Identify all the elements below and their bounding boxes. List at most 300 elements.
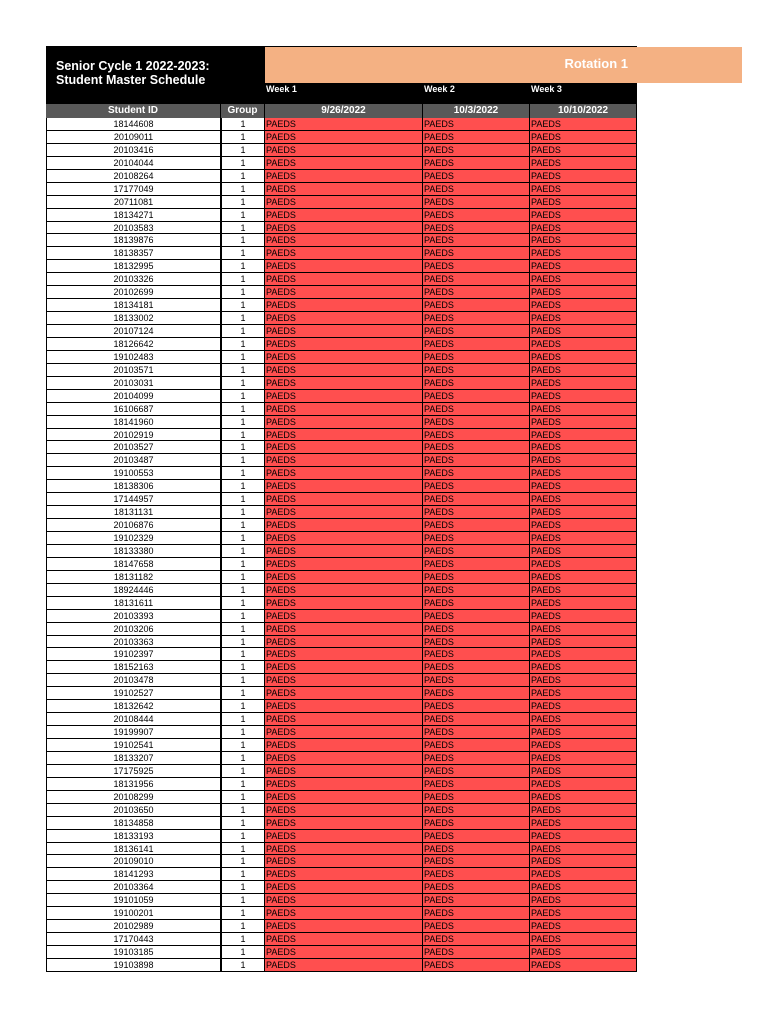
group-cell[interactable]: 1: [221, 286, 265, 299]
week-2-assignment-cell[interactable]: PAEDS: [423, 868, 530, 881]
student-id-cell[interactable]: 20103583: [46, 222, 221, 235]
week-2-assignment-cell[interactable]: PAEDS: [423, 959, 530, 972]
week-3-assignment-cell[interactable]: PAEDS: [530, 467, 637, 480]
week-1-assignment-cell[interactable]: PAEDS: [265, 467, 423, 480]
week-3-assignment-cell[interactable]: PAEDS: [530, 222, 637, 235]
week-1-assignment-cell[interactable]: PAEDS: [265, 286, 423, 299]
week-3-assignment-cell[interactable]: PAEDS: [530, 726, 637, 739]
week-1-assignment-cell[interactable]: PAEDS: [265, 183, 423, 196]
group-cell[interactable]: 1: [221, 480, 265, 493]
student-id-cell[interactable]: 20109011: [46, 131, 221, 144]
week-2-assignment-cell[interactable]: PAEDS: [423, 713, 530, 726]
student-id-cell[interactable]: 20104099: [46, 390, 221, 403]
student-id-cell[interactable]: 20103416: [46, 144, 221, 157]
week-1-assignment-cell[interactable]: PAEDS: [265, 843, 423, 856]
week-3-assignment-cell[interactable]: PAEDS: [530, 429, 637, 442]
student-id-cell[interactable]: 18147658: [46, 558, 221, 571]
week-3-assignment-cell[interactable]: PAEDS: [530, 855, 637, 868]
student-id-cell[interactable]: 19101059: [46, 894, 221, 907]
week-3-assignment-cell[interactable]: PAEDS: [530, 700, 637, 713]
group-cell[interactable]: 1: [221, 403, 265, 416]
group-cell[interactable]: 1: [221, 804, 265, 817]
week-1-assignment-cell[interactable]: PAEDS: [265, 881, 423, 894]
week-1-assignment-cell[interactable]: PAEDS: [265, 519, 423, 532]
student-id-cell[interactable]: 20108444: [46, 713, 221, 726]
week-1-assignment-cell[interactable]: PAEDS: [265, 480, 423, 493]
week-3-assignment-cell[interactable]: PAEDS: [530, 377, 637, 390]
week-2-assignment-cell[interactable]: PAEDS: [423, 830, 530, 843]
group-cell[interactable]: 1: [221, 441, 265, 454]
group-cell[interactable]: 1: [221, 700, 265, 713]
week-2-assignment-cell[interactable]: PAEDS: [423, 881, 530, 894]
week-2-assignment-cell[interactable]: PAEDS: [423, 610, 530, 623]
student-id-cell[interactable]: 18133002: [46, 312, 221, 325]
group-cell[interactable]: 1: [221, 817, 265, 830]
student-id-cell[interactable]: 17170443: [46, 933, 221, 946]
week-2-assignment-cell[interactable]: PAEDS: [423, 390, 530, 403]
student-id-cell[interactable]: 18138357: [46, 247, 221, 260]
week-1-assignment-cell[interactable]: PAEDS: [265, 234, 423, 247]
group-cell[interactable]: 1: [221, 739, 265, 752]
week-2-assignment-cell[interactable]: PAEDS: [423, 623, 530, 636]
student-id-cell[interactable]: 20108299: [46, 791, 221, 804]
group-cell[interactable]: 1: [221, 661, 265, 674]
student-id-cell[interactable]: 20103527: [46, 441, 221, 454]
week-3-assignment-cell[interactable]: PAEDS: [530, 480, 637, 493]
week-3-assignment-cell[interactable]: PAEDS: [530, 170, 637, 183]
week-1-assignment-cell[interactable]: PAEDS: [265, 558, 423, 571]
week-1-assignment-cell[interactable]: PAEDS: [265, 118, 423, 131]
week-3-assignment-cell[interactable]: PAEDS: [530, 144, 637, 157]
group-cell[interactable]: 1: [221, 260, 265, 273]
group-cell[interactable]: 1: [221, 830, 265, 843]
week-2-assignment-cell[interactable]: PAEDS: [423, 855, 530, 868]
week-2-assignment-cell[interactable]: PAEDS: [423, 441, 530, 454]
student-id-cell[interactable]: 18134271: [46, 209, 221, 222]
week-2-assignment-cell[interactable]: PAEDS: [423, 817, 530, 830]
week-2-assignment-cell[interactable]: PAEDS: [423, 416, 530, 429]
week-3-assignment-cell[interactable]: PAEDS: [530, 273, 637, 286]
group-cell[interactable]: 1: [221, 312, 265, 325]
group-cell[interactable]: 1: [221, 558, 265, 571]
week-3-assignment-cell[interactable]: PAEDS: [530, 830, 637, 843]
group-cell[interactable]: 1: [221, 571, 265, 584]
week-1-assignment-cell[interactable]: PAEDS: [265, 454, 423, 467]
week-3-assignment-cell[interactable]: PAEDS: [530, 312, 637, 325]
week-2-assignment-cell[interactable]: PAEDS: [423, 234, 530, 247]
group-cell[interactable]: 1: [221, 338, 265, 351]
week-1-assignment-cell[interactable]: PAEDS: [265, 661, 423, 674]
group-cell[interactable]: 1: [221, 493, 265, 506]
group-cell[interactable]: 1: [221, 791, 265, 804]
week-1-assignment-cell[interactable]: PAEDS: [265, 209, 423, 222]
group-cell[interactable]: 1: [221, 532, 265, 545]
group-cell[interactable]: 1: [221, 118, 265, 131]
date-header-week-2[interactable]: 10/3/2022: [423, 104, 530, 118]
group-cell[interactable]: 1: [221, 247, 265, 260]
week-2-assignment-cell[interactable]: PAEDS: [423, 325, 530, 338]
student-id-cell[interactable]: 20711081: [46, 196, 221, 209]
week-2-assignment-cell[interactable]: PAEDS: [423, 260, 530, 273]
student-id-cell[interactable]: 18133380: [46, 545, 221, 558]
student-id-cell[interactable]: 18131131: [46, 506, 221, 519]
week-3-assignment-cell[interactable]: PAEDS: [530, 907, 637, 920]
student-id-cell[interactable]: 17177049: [46, 183, 221, 196]
student-id-cell[interactable]: 20107124: [46, 325, 221, 338]
week-1-assignment-cell[interactable]: PAEDS: [265, 946, 423, 959]
group-cell[interactable]: 1: [221, 674, 265, 687]
student-id-cell[interactable]: 18131182: [46, 571, 221, 584]
group-cell[interactable]: 1: [221, 222, 265, 235]
group-cell[interactable]: 1: [221, 713, 265, 726]
group-cell[interactable]: 1: [221, 920, 265, 933]
group-cell[interactable]: 1: [221, 157, 265, 170]
week-3-assignment-cell[interactable]: PAEDS: [530, 804, 637, 817]
week-1-assignment-cell[interactable]: PAEDS: [265, 571, 423, 584]
week-1-assignment-cell[interactable]: PAEDS: [265, 791, 423, 804]
week-3-assignment-cell[interactable]: PAEDS: [530, 299, 637, 312]
week-2-assignment-cell[interactable]: PAEDS: [423, 286, 530, 299]
group-cell[interactable]: 1: [221, 429, 265, 442]
week-3-assignment-cell[interactable]: PAEDS: [530, 752, 637, 765]
student-id-cell[interactable]: 20103326: [46, 273, 221, 286]
week-2-assignment-cell[interactable]: PAEDS: [423, 907, 530, 920]
week-2-assignment-cell[interactable]: PAEDS: [423, 222, 530, 235]
week-1-assignment-cell[interactable]: PAEDS: [265, 429, 423, 442]
week-2-assignment-cell[interactable]: PAEDS: [423, 700, 530, 713]
week-2-assignment-cell[interactable]: PAEDS: [423, 183, 530, 196]
group-cell[interactable]: 1: [221, 454, 265, 467]
student-id-cell[interactable]: 20103478: [46, 674, 221, 687]
week-2-assignment-cell[interactable]: PAEDS: [423, 584, 530, 597]
week-2-assignment-cell[interactable]: PAEDS: [423, 804, 530, 817]
week-3-assignment-cell[interactable]: PAEDS: [530, 881, 637, 894]
week-3-assignment-cell[interactable]: PAEDS: [530, 778, 637, 791]
group-cell[interactable]: 1: [221, 778, 265, 791]
week-3-assignment-cell[interactable]: PAEDS: [530, 817, 637, 830]
student-id-cell[interactable]: 19103185: [46, 946, 221, 959]
week-1-assignment-cell[interactable]: PAEDS: [265, 545, 423, 558]
week-2-assignment-cell[interactable]: PAEDS: [423, 364, 530, 377]
week-3-assignment-cell[interactable]: PAEDS: [530, 933, 637, 946]
student-id-cell[interactable]: 20104044: [46, 157, 221, 170]
student-id-cell[interactable]: 19102397: [46, 648, 221, 661]
student-id-cell[interactable]: 18133207: [46, 752, 221, 765]
week-3-assignment-cell[interactable]: PAEDS: [530, 765, 637, 778]
group-cell[interactable]: 1: [221, 726, 265, 739]
week-1-assignment-cell[interactable]: PAEDS: [265, 920, 423, 933]
week-2-assignment-cell[interactable]: PAEDS: [423, 946, 530, 959]
week-3-assignment-cell[interactable]: PAEDS: [530, 571, 637, 584]
week-1-assignment-cell[interactable]: PAEDS: [265, 351, 423, 364]
student-id-cell[interactable]: 18126642: [46, 338, 221, 351]
week-2-assignment-cell[interactable]: PAEDS: [423, 571, 530, 584]
student-id-cell[interactable]: 18132995: [46, 260, 221, 273]
group-cell[interactable]: 1: [221, 752, 265, 765]
week-2-assignment-cell[interactable]: PAEDS: [423, 196, 530, 209]
group-cell[interactable]: 1: [221, 933, 265, 946]
week-3-assignment-cell[interactable]: PAEDS: [530, 713, 637, 726]
student-id-cell[interactable]: 18138306: [46, 480, 221, 493]
student-id-cell[interactable]: 20103571: [46, 364, 221, 377]
week-2-assignment-cell[interactable]: PAEDS: [423, 377, 530, 390]
week-3-assignment-cell[interactable]: PAEDS: [530, 196, 637, 209]
week-2-assignment-cell[interactable]: PAEDS: [423, 170, 530, 183]
week-2-assignment-cell[interactable]: PAEDS: [423, 920, 530, 933]
week-1-assignment-cell[interactable]: PAEDS: [265, 299, 423, 312]
group-cell[interactable]: 1: [221, 584, 265, 597]
group-cell[interactable]: 1: [221, 881, 265, 894]
week-2-assignment-cell[interactable]: PAEDS: [423, 648, 530, 661]
student-id-cell[interactable]: 20108264: [46, 170, 221, 183]
student-id-cell[interactable]: 19100553: [46, 467, 221, 480]
week-3-assignment-cell[interactable]: PAEDS: [530, 868, 637, 881]
group-cell[interactable]: 1: [221, 364, 265, 377]
week-2-assignment-cell[interactable]: PAEDS: [423, 933, 530, 946]
week-1-assignment-cell[interactable]: PAEDS: [265, 674, 423, 687]
student-id-header[interactable]: Student ID: [46, 104, 221, 118]
week-2-assignment-cell[interactable]: PAEDS: [423, 144, 530, 157]
student-id-cell[interactable]: 17144957: [46, 493, 221, 506]
week-3-assignment-cell[interactable]: PAEDS: [530, 959, 637, 972]
week-1-assignment-cell[interactable]: PAEDS: [265, 726, 423, 739]
group-cell[interactable]: 1: [221, 610, 265, 623]
week-2-assignment-cell[interactable]: PAEDS: [423, 726, 530, 739]
week-3-assignment-cell[interactable]: PAEDS: [530, 493, 637, 506]
week-3-assignment-cell[interactable]: PAEDS: [530, 338, 637, 351]
week-1-assignment-cell[interactable]: PAEDS: [265, 700, 423, 713]
student-id-cell[interactable]: 18141293: [46, 868, 221, 881]
week-1-assignment-cell[interactable]: PAEDS: [265, 493, 423, 506]
student-id-cell[interactable]: 19102329: [46, 532, 221, 545]
week-3-assignment-cell[interactable]: PAEDS: [530, 636, 637, 649]
week-1-assignment-cell[interactable]: PAEDS: [265, 597, 423, 610]
week-1-assignment-cell[interactable]: PAEDS: [265, 247, 423, 260]
week-2-assignment-cell[interactable]: PAEDS: [423, 519, 530, 532]
student-id-cell[interactable]: 18136141: [46, 843, 221, 856]
week-1-assignment-cell[interactable]: PAEDS: [265, 623, 423, 636]
week-3-assignment-cell[interactable]: PAEDS: [530, 623, 637, 636]
student-id-cell[interactable]: 18134858: [46, 817, 221, 830]
week-2-assignment-cell[interactable]: PAEDS: [423, 597, 530, 610]
week-2-assignment-cell[interactable]: PAEDS: [423, 299, 530, 312]
week-3-assignment-cell[interactable]: PAEDS: [530, 416, 637, 429]
student-id-cell[interactable]: 20103206: [46, 623, 221, 636]
week-2-assignment-cell[interactable]: PAEDS: [423, 338, 530, 351]
group-cell[interactable]: 1: [221, 351, 265, 364]
week-3-assignment-cell[interactable]: PAEDS: [530, 260, 637, 273]
student-id-cell[interactable]: 18139876: [46, 234, 221, 247]
week-3-assignment-cell[interactable]: PAEDS: [530, 920, 637, 933]
week-1-assignment-cell[interactable]: PAEDS: [265, 390, 423, 403]
group-cell[interactable]: 1: [221, 519, 265, 532]
week-3-assignment-cell[interactable]: PAEDS: [530, 946, 637, 959]
student-id-cell[interactable]: 20103363: [46, 636, 221, 649]
week-3-assignment-cell[interactable]: PAEDS: [530, 661, 637, 674]
week-1-assignment-cell[interactable]: PAEDS: [265, 959, 423, 972]
week-1-assignment-cell[interactable]: PAEDS: [265, 416, 423, 429]
student-id-cell[interactable]: 16106687: [46, 403, 221, 416]
group-cell[interactable]: 1: [221, 506, 265, 519]
week-3-assignment-cell[interactable]: PAEDS: [530, 441, 637, 454]
week-2-assignment-cell[interactable]: PAEDS: [423, 674, 530, 687]
week-2-assignment-cell[interactable]: PAEDS: [423, 247, 530, 260]
group-cell[interactable]: 1: [221, 299, 265, 312]
week-1-assignment-cell[interactable]: PAEDS: [265, 532, 423, 545]
week-1-assignment-cell[interactable]: PAEDS: [265, 144, 423, 157]
week-3-assignment-cell[interactable]: PAEDS: [530, 131, 637, 144]
week-1-assignment-cell[interactable]: PAEDS: [265, 648, 423, 661]
student-id-cell[interactable]: 19100201: [46, 907, 221, 920]
group-cell[interactable]: 1: [221, 209, 265, 222]
date-header-week-1[interactable]: 9/26/2022: [265, 104, 423, 118]
week-3-assignment-cell[interactable]: PAEDS: [530, 364, 637, 377]
week-1-assignment-cell[interactable]: PAEDS: [265, 713, 423, 726]
student-id-cell[interactable]: 18131956: [46, 778, 221, 791]
group-cell[interactable]: 1: [221, 648, 265, 661]
week-3-assignment-cell[interactable]: PAEDS: [530, 390, 637, 403]
week-3-assignment-cell[interactable]: PAEDS: [530, 183, 637, 196]
week-2-assignment-cell[interactable]: PAEDS: [423, 765, 530, 778]
group-cell[interactable]: 1: [221, 377, 265, 390]
week-3-assignment-cell[interactable]: PAEDS: [530, 118, 637, 131]
week-2-assignment-cell[interactable]: PAEDS: [423, 636, 530, 649]
week-1-assignment-cell[interactable]: PAEDS: [265, 441, 423, 454]
week-1-assignment-cell[interactable]: PAEDS: [265, 377, 423, 390]
week-2-assignment-cell[interactable]: PAEDS: [423, 661, 530, 674]
week-2-assignment-cell[interactable]: PAEDS: [423, 454, 530, 467]
student-id-cell[interactable]: 20103031: [46, 377, 221, 390]
week-1-assignment-cell[interactable]: PAEDS: [265, 817, 423, 830]
week-1-assignment-cell[interactable]: PAEDS: [265, 687, 423, 700]
week-2-assignment-cell[interactable]: PAEDS: [423, 558, 530, 571]
week-3-assignment-cell[interactable]: PAEDS: [530, 791, 637, 804]
group-cell[interactable]: 1: [221, 144, 265, 157]
student-id-cell[interactable]: 19103898: [46, 959, 221, 972]
week-1-assignment-cell[interactable]: PAEDS: [265, 196, 423, 209]
week-3-assignment-cell[interactable]: PAEDS: [530, 209, 637, 222]
week-2-assignment-cell[interactable]: PAEDS: [423, 843, 530, 856]
student-id-cell[interactable]: 18134181: [46, 299, 221, 312]
student-id-cell[interactable]: 18144608: [46, 118, 221, 131]
student-id-cell[interactable]: 19199907: [46, 726, 221, 739]
group-cell[interactable]: 1: [221, 467, 265, 480]
week-2-assignment-cell[interactable]: PAEDS: [423, 791, 530, 804]
week-3-assignment-cell[interactable]: PAEDS: [530, 157, 637, 170]
week-3-assignment-cell[interactable]: PAEDS: [530, 894, 637, 907]
group-cell[interactable]: 1: [221, 170, 265, 183]
group-cell[interactable]: 1: [221, 765, 265, 778]
student-id-cell[interactable]: 19102483: [46, 351, 221, 364]
student-id-cell[interactable]: 20103650: [46, 804, 221, 817]
student-id-cell[interactable]: 18141960: [46, 416, 221, 429]
week-3-assignment-cell[interactable]: PAEDS: [530, 584, 637, 597]
week-3-assignment-cell[interactable]: PAEDS: [530, 739, 637, 752]
week-1-assignment-cell[interactable]: PAEDS: [265, 312, 423, 325]
week-2-assignment-cell[interactable]: PAEDS: [423, 752, 530, 765]
group-cell[interactable]: 1: [221, 131, 265, 144]
student-id-cell[interactable]: 20103364: [46, 881, 221, 894]
week-2-assignment-cell[interactable]: PAEDS: [423, 467, 530, 480]
group-cell[interactable]: 1: [221, 390, 265, 403]
week-3-assignment-cell[interactable]: PAEDS: [530, 532, 637, 545]
student-id-cell[interactable]: 19102541: [46, 739, 221, 752]
student-id-cell[interactable]: 18131611: [46, 597, 221, 610]
week-2-assignment-cell[interactable]: PAEDS: [423, 739, 530, 752]
student-id-cell[interactable]: 18132642: [46, 700, 221, 713]
week-2-assignment-cell[interactable]: PAEDS: [423, 351, 530, 364]
group-cell[interactable]: 1: [221, 855, 265, 868]
group-cell[interactable]: 1: [221, 325, 265, 338]
week-1-assignment-cell[interactable]: PAEDS: [265, 325, 423, 338]
week-1-assignment-cell[interactable]: PAEDS: [265, 584, 423, 597]
week-3-assignment-cell[interactable]: PAEDS: [530, 687, 637, 700]
week-3-assignment-cell[interactable]: PAEDS: [530, 286, 637, 299]
week-3-assignment-cell[interactable]: PAEDS: [530, 674, 637, 687]
week-2-assignment-cell[interactable]: PAEDS: [423, 687, 530, 700]
group-cell[interactable]: 1: [221, 894, 265, 907]
group-cell[interactable]: 1: [221, 959, 265, 972]
week-1-assignment-cell[interactable]: PAEDS: [265, 157, 423, 170]
student-id-cell[interactable]: 18924446: [46, 584, 221, 597]
week-3-assignment-cell[interactable]: PAEDS: [530, 519, 637, 532]
week-2-assignment-cell[interactable]: PAEDS: [423, 403, 530, 416]
student-id-cell[interactable]: 20102699: [46, 286, 221, 299]
week-2-assignment-cell[interactable]: PAEDS: [423, 506, 530, 519]
group-cell[interactable]: 1: [221, 843, 265, 856]
week-3-assignment-cell[interactable]: PAEDS: [530, 648, 637, 661]
student-id-cell[interactable]: 18133193: [46, 830, 221, 843]
week-3-assignment-cell[interactable]: PAEDS: [530, 843, 637, 856]
week-3-assignment-cell[interactable]: PAEDS: [530, 454, 637, 467]
group-cell[interactable]: 1: [221, 273, 265, 286]
week-1-assignment-cell[interactable]: PAEDS: [265, 739, 423, 752]
group-cell[interactable]: 1: [221, 597, 265, 610]
week-1-assignment-cell[interactable]: PAEDS: [265, 222, 423, 235]
week-2-assignment-cell[interactable]: PAEDS: [423, 273, 530, 286]
week-3-assignment-cell[interactable]: PAEDS: [530, 610, 637, 623]
week-2-assignment-cell[interactable]: PAEDS: [423, 131, 530, 144]
week-2-assignment-cell[interactable]: PAEDS: [423, 480, 530, 493]
group-cell[interactable]: 1: [221, 183, 265, 196]
group-cell[interactable]: 1: [221, 907, 265, 920]
week-1-assignment-cell[interactable]: PAEDS: [265, 506, 423, 519]
student-id-cell[interactable]: 20102919: [46, 429, 221, 442]
week-1-assignment-cell[interactable]: PAEDS: [265, 855, 423, 868]
student-id-cell[interactable]: 18152163: [46, 661, 221, 674]
group-cell[interactable]: 1: [221, 416, 265, 429]
group-cell[interactable]: 1: [221, 545, 265, 558]
student-id-cell[interactable]: 20102989: [46, 920, 221, 933]
week-3-assignment-cell[interactable]: PAEDS: [530, 545, 637, 558]
group-cell[interactable]: 1: [221, 636, 265, 649]
week-1-assignment-cell[interactable]: PAEDS: [265, 778, 423, 791]
week-1-assignment-cell[interactable]: PAEDS: [265, 610, 423, 623]
week-2-assignment-cell[interactable]: PAEDS: [423, 545, 530, 558]
student-id-cell[interactable]: 19102527: [46, 687, 221, 700]
week-1-assignment-cell[interactable]: PAEDS: [265, 170, 423, 183]
week-1-assignment-cell[interactable]: PAEDS: [265, 752, 423, 765]
group-cell[interactable]: 1: [221, 687, 265, 700]
group-cell[interactable]: 1: [221, 868, 265, 881]
week-1-assignment-cell[interactable]: PAEDS: [265, 338, 423, 351]
week-2-assignment-cell[interactable]: PAEDS: [423, 532, 530, 545]
week-3-assignment-cell[interactable]: PAEDS: [530, 351, 637, 364]
week-2-assignment-cell[interactable]: PAEDS: [423, 778, 530, 791]
group-cell[interactable]: 1: [221, 946, 265, 959]
week-3-assignment-cell[interactable]: PAEDS: [530, 247, 637, 260]
week-1-assignment-cell[interactable]: PAEDS: [265, 894, 423, 907]
